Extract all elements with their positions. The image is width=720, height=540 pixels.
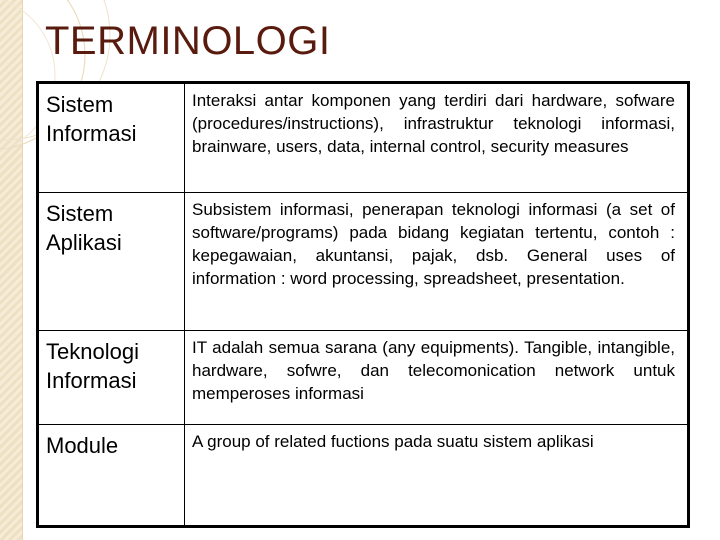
- term-cell: Sistem Informasi: [38, 83, 185, 193]
- term-cell: Sistem Aplikasi: [38, 193, 185, 331]
- definition-cell: A group of related fuctions pada suatu sistem aplikasi: [185, 425, 689, 527]
- terminology-table: [36, 81, 690, 528]
- page-title: TERMINOLOGI: [45, 19, 331, 63]
- table-row: [38, 331, 689, 425]
- term-cell: Teknologi Informasi: [38, 331, 185, 425]
- definition-cell: Subsistem informasi, penerapan teknologi informasi (a set of software/programs) pada bidang kegiatan tertentu, contoh : kepegawaian, akuntansi, pajak, dsb. General uses of information : word processing, spreadsheet, presentation.: [185, 193, 689, 331]
- table-row: [38, 193, 689, 331]
- definition-cell: IT adalah semua sarana (any equipments). Tangible, intangible, hardware, sofwre, dan telecomonication network untuk memperoses informasi: [185, 331, 689, 425]
- table-row: [38, 425, 689, 527]
- table-row: [38, 83, 689, 193]
- term-cell: Module: [38, 425, 185, 527]
- definition-cell: Interaksi antar komponen yang terdiri dari hardware, sofware (procedures/instructions), infrastruktur teknologi informasi, brainware, users, data, internal control, security measures: [185, 83, 689, 193]
